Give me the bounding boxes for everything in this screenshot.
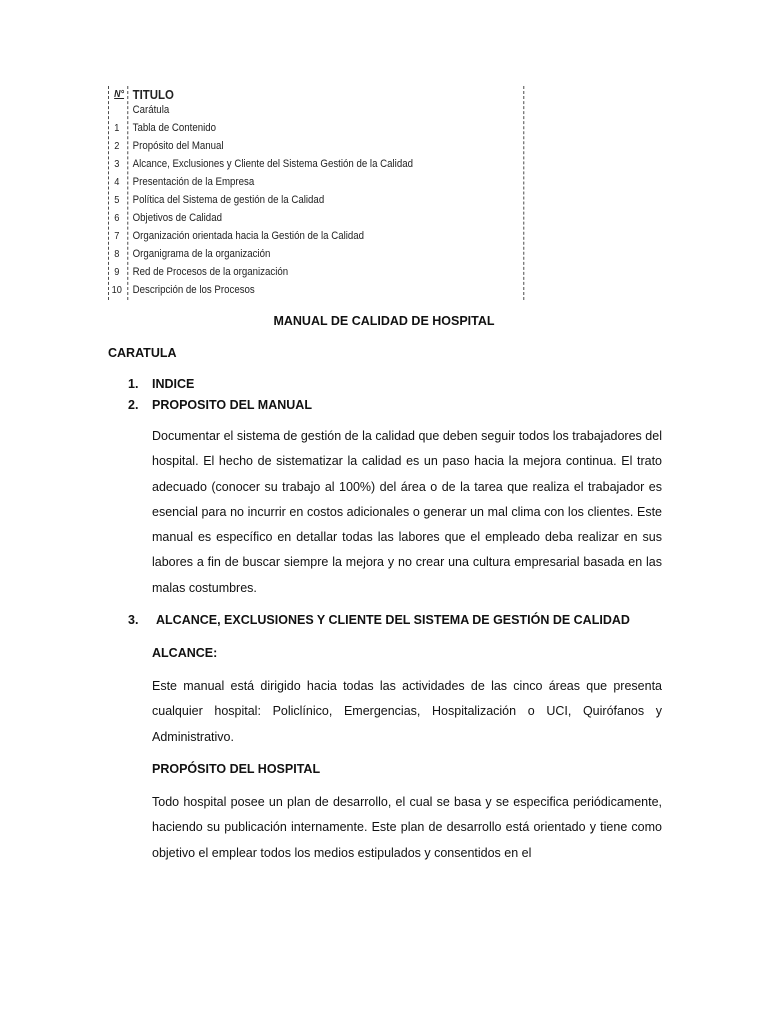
toc-row-number: 10 (111, 284, 122, 296)
toc-row-title: Presentación de la Empresa (132, 176, 255, 188)
toc-row-title: Descripción de los Procesos (132, 284, 255, 296)
list-item-label: PROPOSITO DEL MANUAL (152, 398, 312, 412)
section-label: ALCANCE, EXCLUSIONES Y CLIENTE DEL SISTEMA DE GESTIÓN DE CALIDAD (156, 613, 630, 627)
toc-row-title: Alcance, Exclusiones y Cliente del Sistema Gestión de la Calidad (132, 158, 413, 170)
proposito-hospital-heading: PROPÓSITO DEL HOSPITAL (152, 762, 321, 776)
list-item-number: 2. (128, 398, 139, 412)
toc-title-header: TITULO (132, 87, 174, 102)
toc-row-number: 6 (114, 212, 120, 224)
toc-row-number: 1 (114, 122, 120, 134)
toc-row (108, 122, 530, 139)
toc-row-number: 8 (114, 248, 120, 260)
proposito-hospital-paragraph: Todo hospital posee un plan de desarrollo, el cual se basa y se especifica periódicamente, haciendo su publicación internamente. Este plan de desarrollo está orientado y tiene como objetivo el emplear todos los medios estipulados y consentidos en el (152, 795, 662, 860)
caratula-heading: CARATULA (108, 346, 177, 360)
toc-row-title: Organización orientada hacia la Gestión de la Calidad (132, 230, 365, 242)
list-item-indice (128, 377, 194, 391)
section-number: 3. (128, 613, 139, 627)
toc-row (108, 158, 530, 175)
toc-row-number: 9 (114, 266, 120, 278)
table-of-contents (108, 86, 476, 300)
toc-row-number: 2 (114, 140, 120, 152)
toc-row-title: Política del Sistema de gestión de la Calidad (132, 194, 325, 206)
toc-number-header: N° (114, 89, 125, 100)
toc-row (108, 230, 530, 247)
list-item-proposito (128, 398, 312, 412)
toc-row-title: Carátula (132, 104, 170, 116)
toc-header-row (108, 86, 530, 104)
alcance-heading: ALCANCE: (152, 646, 218, 660)
toc-row (108, 266, 530, 283)
toc-row (108, 176, 530, 193)
purpose-paragraph: Documentar el sistema de gestión de la calidad que deben seguir todos los trabajadores del hospital. El hecho de sistematizar la calidad es un paso hacia la mejora continua. El trato adecuado (conocer su trabajo al 100%) del área o de la tarea que realiza el trabajador es esencial para no incurrir en costos adicionales o generar un mal clima con los clientes. Este manual es específico en detallar todas las labores que el empleado deba realizar en sus labores a fin de buscar siempre la mejora y no crear una cultura empresarial basada en las malas costumbres. (152, 429, 662, 595)
toc-row (108, 248, 530, 265)
toc-row-title: Organigrama de la organización (132, 248, 271, 260)
toc-row-number: 7 (114, 230, 120, 242)
document-title: MANUAL DE CALIDAD DE HOSPITAL (273, 314, 495, 328)
toc-row (108, 194, 530, 211)
toc-row-number: 3 (114, 158, 120, 170)
list-item-label: INDICE (152, 377, 195, 391)
toc-row-title: Tabla de Contenido (132, 122, 217, 134)
toc-row-number: 5 (114, 194, 120, 206)
list-item-number: 1. (128, 377, 139, 391)
toc-row (108, 140, 530, 157)
toc-row (108, 212, 530, 229)
toc-row-number: 4 (114, 176, 120, 188)
toc-row-title: Red de Procesos de la organización (132, 266, 289, 278)
toc-row-title: Propósito del Manual (132, 140, 224, 152)
toc-row (108, 284, 530, 301)
toc-row-title: Objetivos de Calidad (132, 212, 222, 224)
section-3-heading (128, 613, 630, 627)
alcance-paragraph: Este manual está dirigido hacia todas las actividades de las cinco áreas que presenta cualquier hospital: Policlínico, Emergencias, Hospitalización o UCI, Quirófanos y Administrativo. (152, 679, 662, 744)
toc-row (108, 104, 530, 121)
